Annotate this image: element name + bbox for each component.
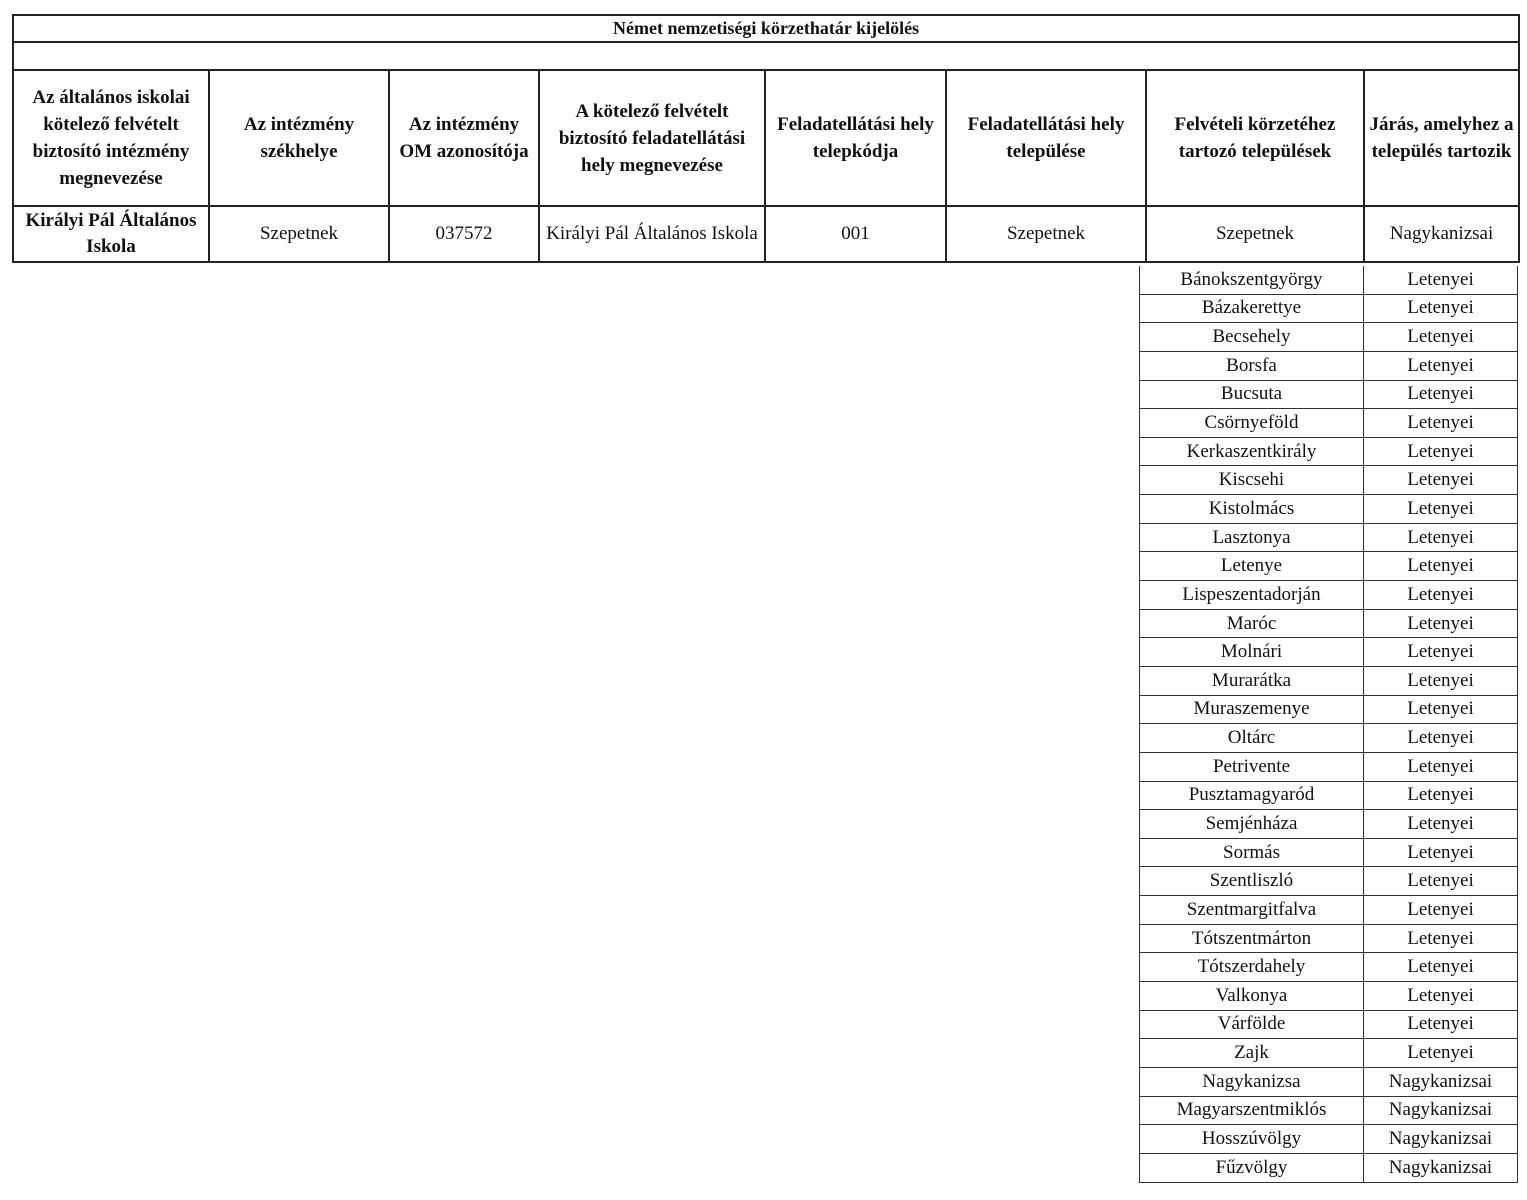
settlement-name: Tótszentmárton (1139, 925, 1363, 953)
list-item (1139, 495, 1518, 524)
cell-institution-name: Királyi Pál Általános Iskola (13, 206, 209, 262)
settlement-district: Letenyei (1363, 982, 1518, 1010)
table-title: Német nemzetiségi körzethatár kijelölés (13, 15, 1519, 42)
settlement-district: Letenyei (1363, 839, 1518, 867)
settlement-district: Letenyei (1363, 409, 1518, 437)
list-item (1139, 352, 1518, 381)
cell-seat: Szepetnek (209, 206, 389, 262)
list-item (1139, 667, 1518, 696)
list-item (1139, 782, 1518, 811)
settlement-name: Pusztamagyaród (1139, 782, 1363, 810)
settlement-district: Nagykanizsai (1363, 1125, 1518, 1153)
settlement-district: Letenyei (1363, 953, 1518, 981)
settlement-name: Sormás (1139, 839, 1363, 867)
settlement-district: Nagykanizsai (1363, 1097, 1518, 1125)
list-item (1139, 1011, 1518, 1040)
settlement-district: Letenyei (1363, 1039, 1518, 1067)
settlement-name: Csörnyeföld (1139, 409, 1363, 437)
settlement-list (1139, 266, 1518, 1183)
settlement-district: Letenyei (1363, 266, 1518, 294)
list-item (1139, 1039, 1518, 1068)
settlement-name: Kiscsehi (1139, 466, 1363, 494)
header-institution-name: Az általános iskolai kötelező felvételt biztosító intézmény megnevezése (13, 70, 209, 206)
settlement-name: Kistolmács (1139, 495, 1363, 523)
settlement-district: Letenyei (1363, 610, 1518, 638)
header-site-town: Feladatellátási hely települése (946, 70, 1146, 206)
settlement-name: Murarátka (1139, 667, 1363, 695)
settlement-name: Becsehely (1139, 323, 1363, 351)
list-item (1139, 696, 1518, 725)
header-seat: Az intézmény székhelye (209, 70, 389, 206)
list-item (1139, 896, 1518, 925)
settlement-district: Nagykanizsai (1363, 1154, 1518, 1182)
cell-om-id: 037572 (389, 206, 539, 262)
settlement-name: Borsfa (1139, 352, 1363, 380)
settlement-name: Petrivente (1139, 753, 1363, 781)
list-item (1139, 552, 1518, 581)
settlement-district: Letenyei (1363, 352, 1518, 380)
blank-cell (13, 42, 1519, 70)
title-row (13, 15, 1519, 42)
settlement-name: Tótszerdahely (1139, 953, 1363, 981)
header-site-name: A kötelező felvételt biztosító feladatellátási hely megnevezése (539, 70, 765, 206)
document-sheet (12, 14, 1518, 263)
header-settlements: Felvételi körzetéhez tartozó települések (1146, 70, 1364, 206)
settlement-district: Letenyei (1363, 810, 1518, 838)
list-item (1139, 839, 1518, 868)
list-item (1139, 524, 1518, 553)
list-item (1139, 1068, 1518, 1097)
list-item (1139, 381, 1518, 410)
settlement-name: Fűzvölgy (1139, 1154, 1363, 1182)
settlement-district: Letenyei (1363, 581, 1518, 609)
settlement-name: Letenye (1139, 552, 1363, 580)
district-table (12, 14, 1520, 263)
list-item (1139, 982, 1518, 1011)
settlement-name: Hosszúvölgy (1139, 1125, 1363, 1153)
settlement-name: Bázakerettye (1139, 295, 1363, 323)
list-item (1139, 438, 1518, 467)
settlement-district: Letenyei (1363, 696, 1518, 724)
cell-site-town: Szepetnek (946, 206, 1146, 262)
settlement-name: Molnári (1139, 638, 1363, 666)
settlement-name: Lispeszentadorján (1139, 581, 1363, 609)
settlement-district: Nagykanizsai (1363, 1068, 1518, 1096)
header-district: Járás, amelyhez a település tartozik (1364, 70, 1519, 206)
settlement-name: Szentmargitfalva (1139, 896, 1363, 924)
settlement-district: Letenyei (1363, 438, 1518, 466)
settlement-district: Letenyei (1363, 323, 1518, 351)
settlement-district: Letenyei (1363, 381, 1518, 409)
list-item (1139, 266, 1518, 295)
settlement-name: Semjénháza (1139, 810, 1363, 838)
settlement-district: Letenyei (1363, 896, 1518, 924)
settlement-name: Lasztonya (1139, 524, 1363, 552)
settlement-district: Letenyei (1363, 782, 1518, 810)
settlement-district: Letenyei (1363, 724, 1518, 752)
list-item (1139, 953, 1518, 982)
list-item (1139, 724, 1518, 753)
list-item (1139, 1097, 1518, 1126)
settlement-name: Bucsuta (1139, 381, 1363, 409)
list-item (1139, 466, 1518, 495)
settlement-district: Letenyei (1363, 495, 1518, 523)
list-item (1139, 867, 1518, 896)
settlement-district: Letenyei (1363, 867, 1518, 895)
settlement-name: Maróc (1139, 610, 1363, 638)
cell-settlement: Szepetnek (1146, 206, 1364, 262)
settlement-district: Letenyei (1363, 552, 1518, 580)
list-item (1139, 581, 1518, 610)
settlement-district: Letenyei (1363, 295, 1518, 323)
header-row (13, 70, 1519, 206)
settlement-name: Várfölde (1139, 1011, 1363, 1039)
settlement-name: Magyarszentmiklós (1139, 1097, 1363, 1125)
list-item (1139, 409, 1518, 438)
header-om-id: Az intézmény OM azonosítója (389, 70, 539, 206)
cell-district: Nagykanizsai (1364, 206, 1519, 262)
list-item (1139, 1125, 1518, 1154)
header-site-code: Feladatellátási hely telepkódja (765, 70, 946, 206)
settlement-name: Muraszemenye (1139, 696, 1363, 724)
cell-site-name: Királyi Pál Általános Iskola (539, 206, 765, 262)
settlement-district: Letenyei (1363, 524, 1518, 552)
settlement-name: Zajk (1139, 1039, 1363, 1067)
settlement-district: Letenyei (1363, 466, 1518, 494)
table-row (13, 206, 1519, 262)
settlement-district: Letenyei (1363, 1011, 1518, 1039)
settlement-name: Bánokszentgyörgy (1139, 266, 1363, 294)
settlement-name: Kerkaszentkirály (1139, 438, 1363, 466)
list-item (1139, 925, 1518, 954)
settlement-name: Nagykanizsa (1139, 1068, 1363, 1096)
cell-site-code: 001 (765, 206, 946, 262)
settlement-name: Szentliszló (1139, 867, 1363, 895)
list-item (1139, 610, 1518, 639)
list-item (1139, 1154, 1518, 1183)
settlement-name: Valkonya (1139, 982, 1363, 1010)
list-item (1139, 323, 1518, 352)
settlement-district: Letenyei (1363, 638, 1518, 666)
settlement-district: Letenyei (1363, 667, 1518, 695)
list-item (1139, 753, 1518, 782)
list-item (1139, 638, 1518, 667)
blank-row (13, 42, 1519, 70)
settlement-district: Letenyei (1363, 753, 1518, 781)
settlement-name: Oltárc (1139, 724, 1363, 752)
list-item (1139, 295, 1518, 324)
settlement-district: Letenyei (1363, 925, 1518, 953)
list-item (1139, 810, 1518, 839)
